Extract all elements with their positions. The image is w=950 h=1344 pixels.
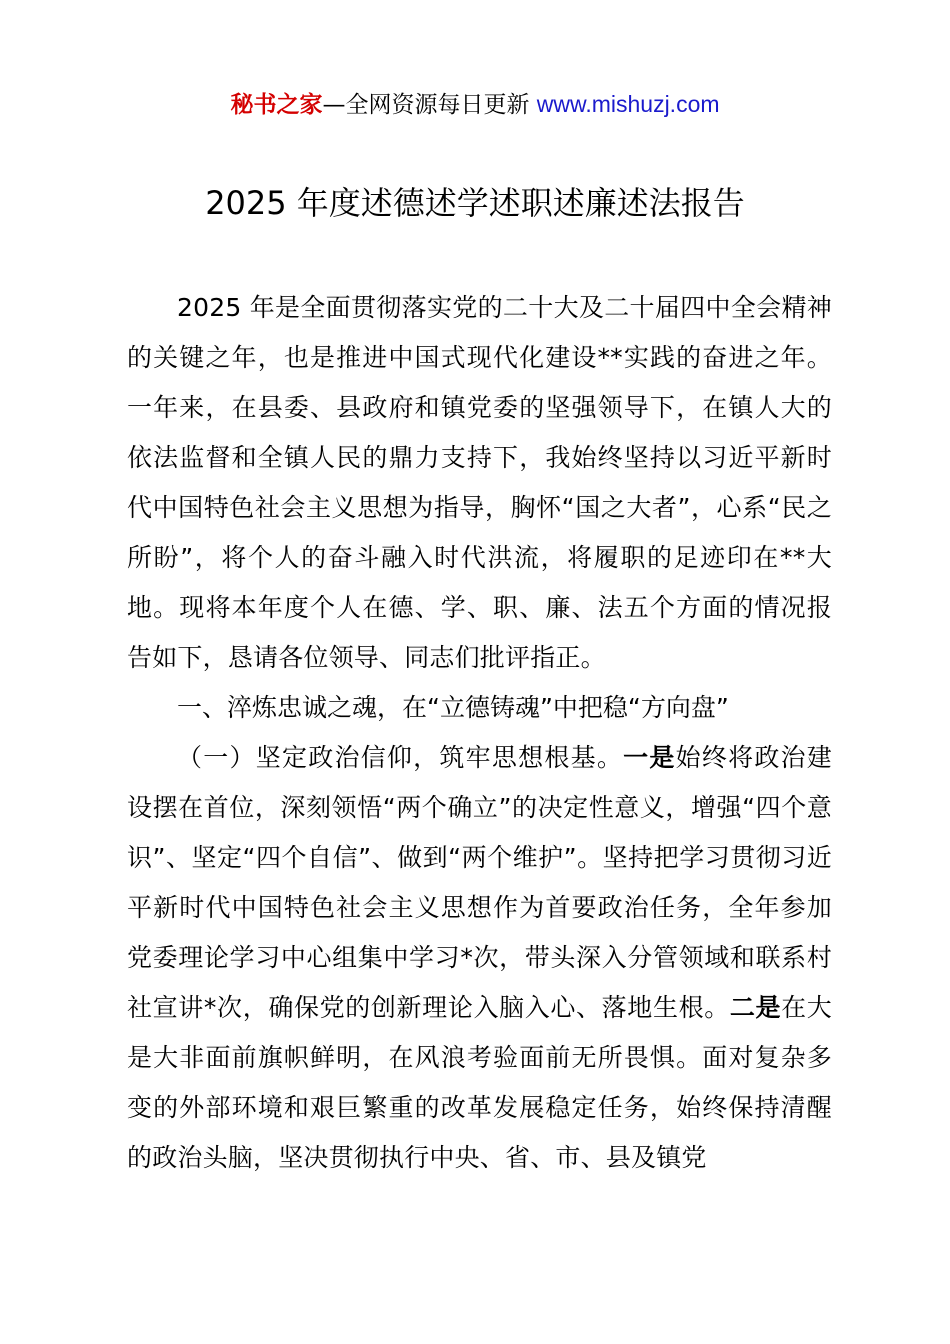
point-label: 二是 [729,993,782,1022]
intro-paragraph: 2025 年是全面贯彻落实党的二十大及二十届四中全会精神的关键之年，也是推进中国式现代化建设**实践的奋进之年。一年来，在县委、县政府和镇党委的坚强领导下，在镇人大的依法监督和全镇人民的鼎力支持下，我始终坚持以习近平新时代中国特色社会主义思想为指导，胸怀“国之大者”，心系“民之所盼”，将个人的奋斗融入时代洪流，将履职的足迹印在**大地。现将本年度个人在德、学、职、廉、法五个方面的情况报告如下，恳请各位领导、同志们批评指正。 [127,293,832,672]
document-title: 2025 年度述德述学述职述廉述法报告 [205,184,745,222]
document-body [127,283,832,1183]
site-header [0,86,950,123]
subsection-heading: （一）坚定政治信仰，筑牢思想根基。 [177,743,624,772]
header-tagline: —全网资源每日更新 [322,92,537,118]
section-heading: 一、淬炼忠诚之魂，在“立德铸魂”中把稳“方向盘” [177,693,729,722]
point-text: 始终将政治建设摆在首位，深刻领悟“两个确立”的决定性意义，增强“四个意识”、坚定“四个自信”、做到“两个维护”。坚持把学习贯彻习近平新时代中国特色社会主义思想作为首要政治任务，全年参加党委理论学习中心组集中学习*次，带头深入分管领域和联系村社宣讲*次，确保党的创新理论入脑入心、落地生根。 [127,743,832,1022]
subsection-paragraph [127,733,832,1183]
point-text: 在大是大非面前旗帜鲜明，在风浪考验面前无所畏惧。面对复杂多变的外部环境和艰巨繁重的改革发展稳定任务，始终保持清醒的政治头脑，坚决贯彻执行中央、省、市、县及镇党 [127,993,832,1172]
point-label: 一是 [623,743,676,772]
site-url-link[interactable]: www.mishuzj.com [536,91,720,117]
brand-name: 秘书之家 [230,92,323,118]
